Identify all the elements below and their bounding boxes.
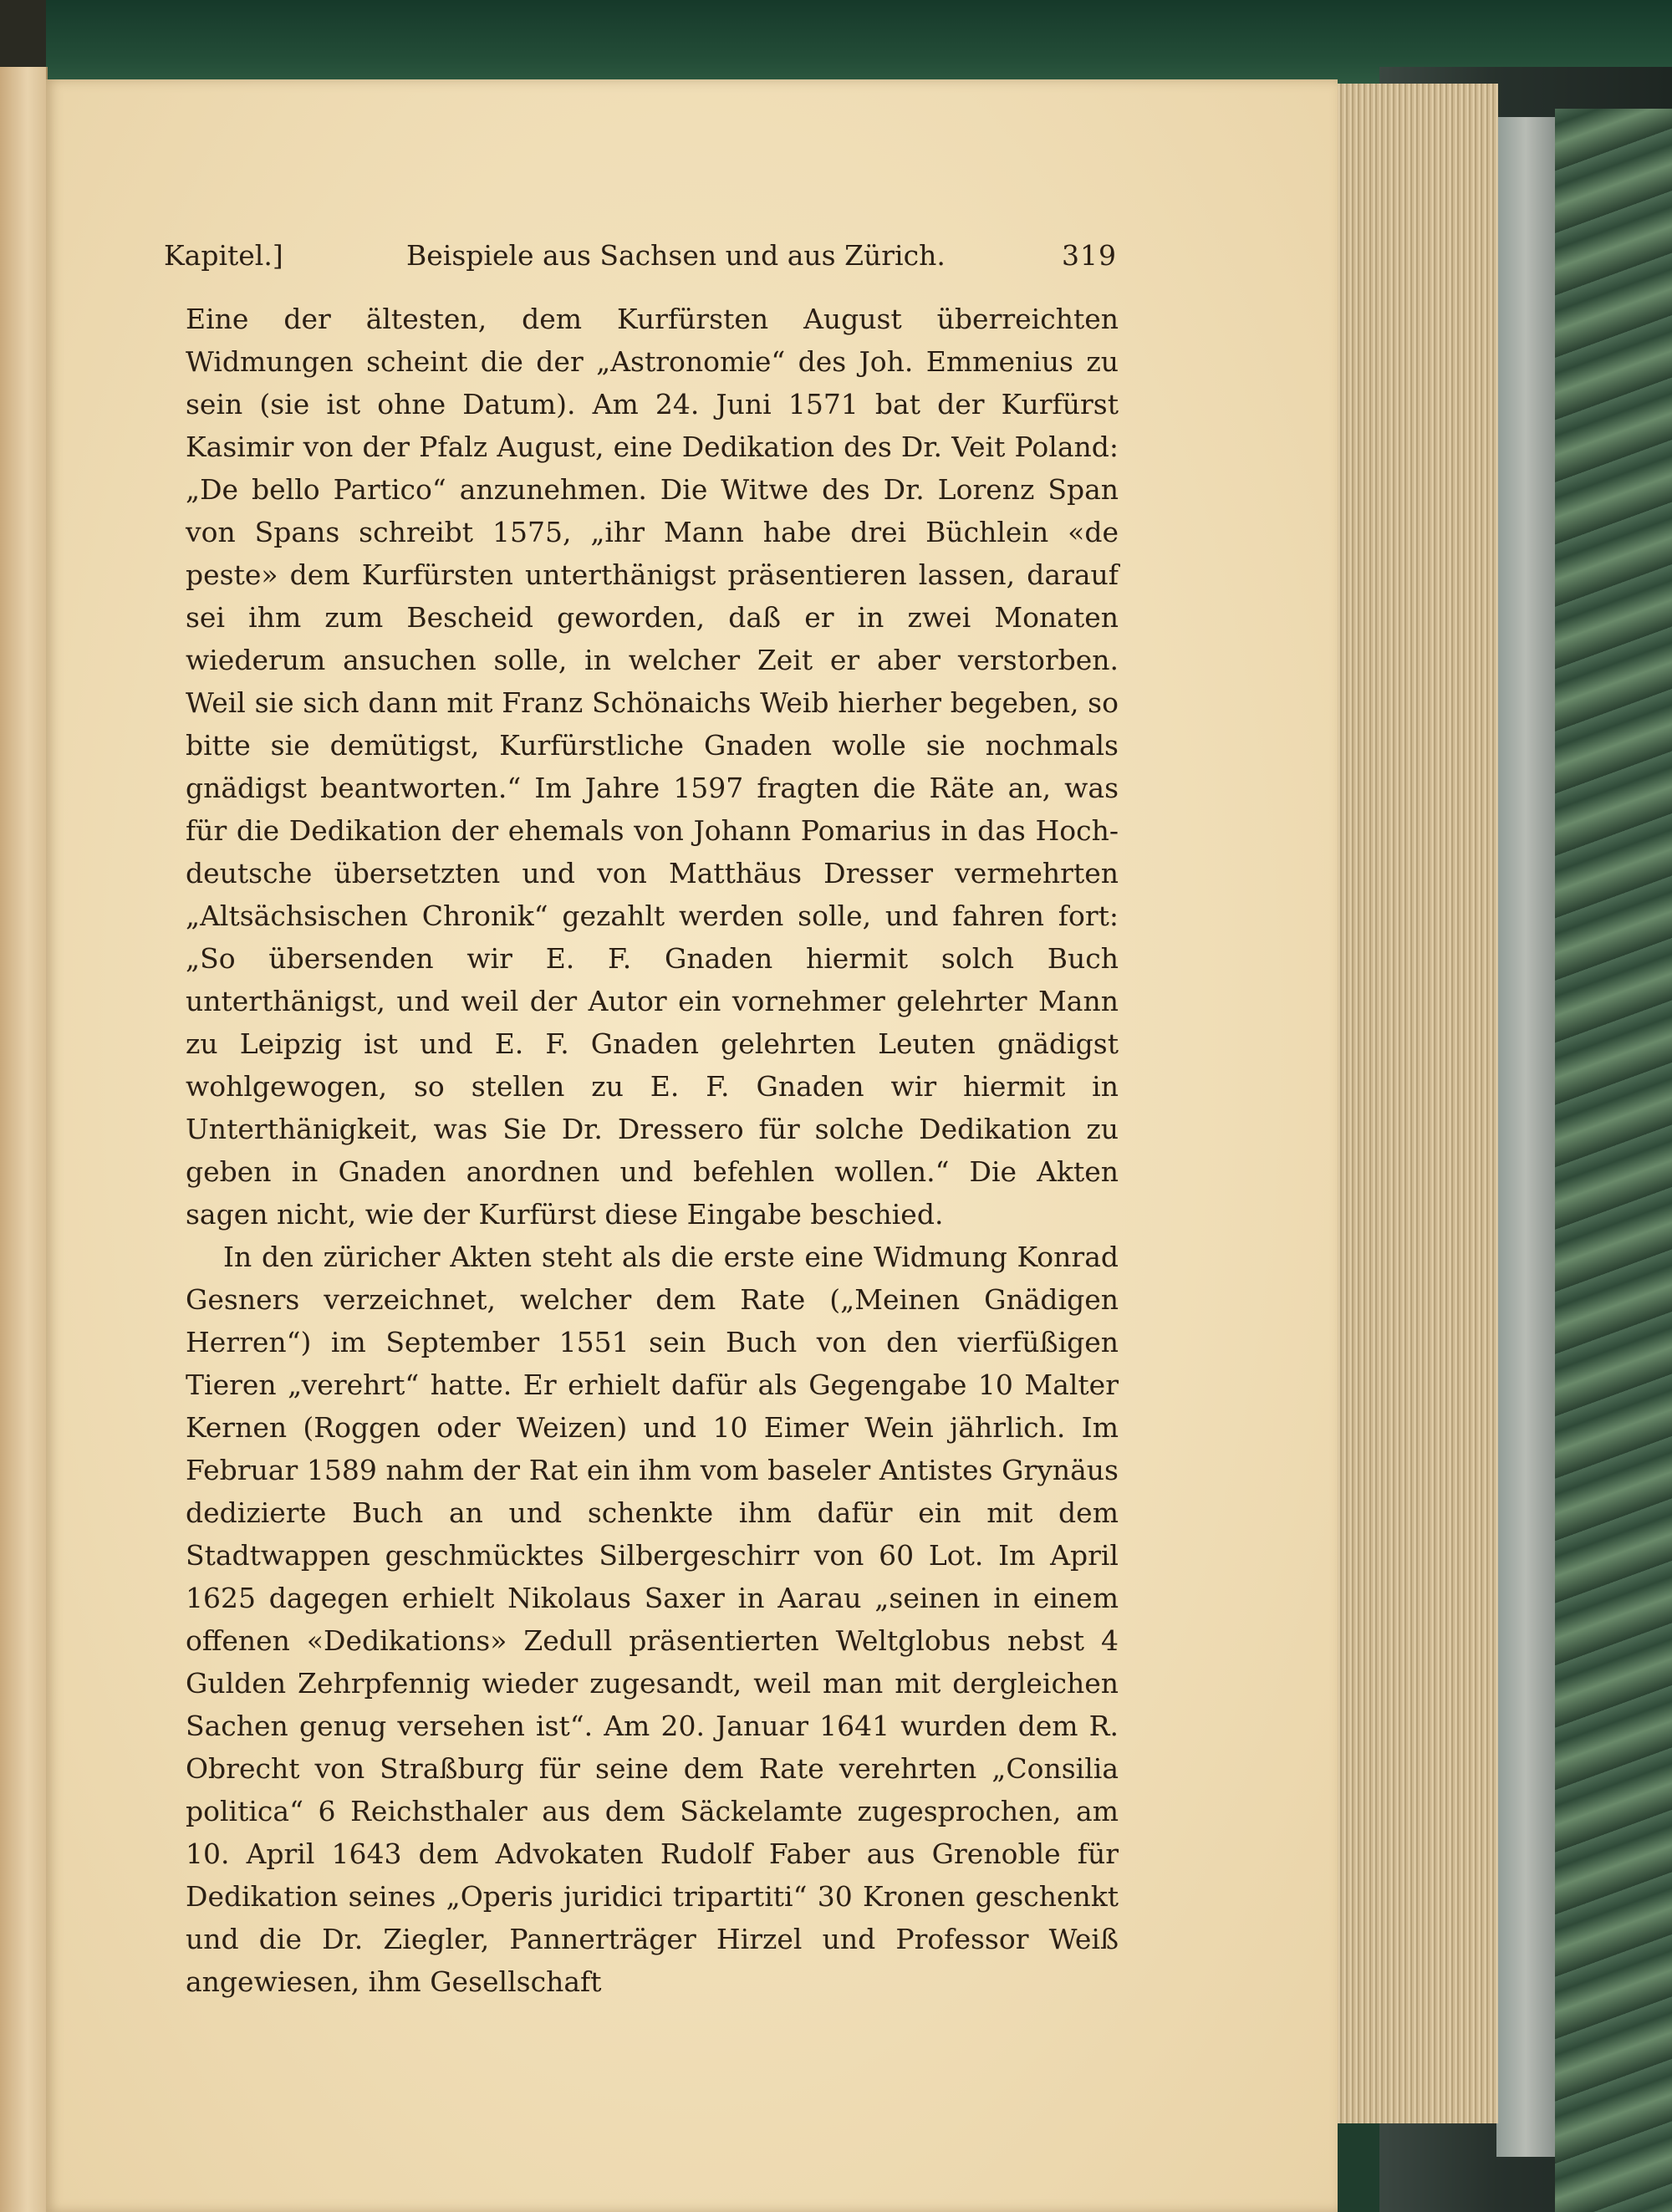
- body-text: [186, 298, 1119, 2003]
- page-number: 319: [1062, 239, 1117, 272]
- cover-spine-board: [1496, 117, 1555, 2157]
- running-header: [164, 239, 1117, 276]
- paragraph-2: In den züricher Akten steht als die erste eine Widmung Konrad Gesners verzeichnet, welcher dem Rate („Meinen Gnädigen Herren“) im September 1551 sein Buch von den vierfüßigen Tieren „verehrt“ hatte. Er erhielt dafür als Gegengabe 10 Malter Kernen (Roggen oder Weizen) und 10 Eimer Wein jährlich. Im Februar 1589 nahm der Rat ein ihm vom baseler Antistes Grynäus dedizierte Buch an und schenkte ihm dafür ein mit dem Stadtwappen geschmücktes Silbergeschirr von 60 Lot. Im April 1625 dagegen erhielt Nikolaus Saxer in Aarau „seinen in einem offenen «Dedikations» Zedull präsentierten Weltglobus nebst 4 Gulden Zehrpfennig wieder zugesandt, weil man mit dergleichen Sachen genug versehen ist“. Am 20. Januar 1641 wurden dem R. Obrecht von Straßburg für seine dem Rate verehrten „Consilia politica“ 6 Reichsthaler aus dem Säckelamte zugesprochen, am 10. April 1643 dem Advokaten Rudolf Faber aus Grenoble für Dedikation seines „Operis juridici tripartiti“ 30 Kronen geschenkt und die Dr. Ziegler, Pannerträger Hirzel und Professor Weiß angewiesen, ihm Gesellschaft: [186, 1241, 1119, 1998]
- page-edges: [1329, 84, 1498, 2123]
- facing-page-edge: [0, 67, 48, 2212]
- header-title: Beispiele aus Sachsen und aus Zürich.: [406, 239, 946, 272]
- header-chapter: Kapitel.]: [164, 239, 283, 272]
- marbled-cover-edge: [1555, 109, 1672, 2212]
- paragraph-1: Eine der ältesten, dem Kurfürsten August überreichten Widmungen scheint die der „Astronomie“ des Joh. Emmenius zu sein (sie ist ohne Datum). Am 24. Juni 1571 bat der Kurfürst Kasimir von der Pfalz August, eine Dedikation des Dr. Veit Poland: „De bello Partico“ anzunehmen. Die Witwe des Dr. Lorenz Span von Spans schreibt 1575, „ihr Mann habe drei Büchlein «de peste» dem Kurfürsten unterthänigst präsentieren lassen, darauf sei ihm zum Bescheid geworden, daß er in zwei Monaten wiederum ansuchen solle, in welcher Zeit er aber verstorben. Weil sie sich dann mit Franz Schönaichs Weib hierher begeben, so bitte sie demütigst, Kurfürstliche Gnaden wolle sie nochmals gnädigst beantworten.“ Im Jahre 1597 fragten die Räte an, was für die Dedikation der ehemals von Johann Pomarius in das Hochdeutsche übersetzten und von Matthäus Dresser vermehrten „Altsächsischen Chronik“ gezahlt werden solle, und fahren fort: „So übersenden wir E. F. Gnaden hiermit solch Buch unterthänigst, und weil der Autor ein vornehmer gelehrter Mann zu Leipzig ist und E. F. Gnaden gelehrten Leuten gnädigst wohlgewogen, so stellen zu E. F. Gnaden wir hiermit in Unterthänigkeit, was Sie Dr. Dressero für solche Dedikation zu geben in Gnaden anordnen und befehlen wollen.“ Die Akten sagen nicht, wie der Kurfürst diese Eingabe beschied.: [186, 303, 1119, 1231]
